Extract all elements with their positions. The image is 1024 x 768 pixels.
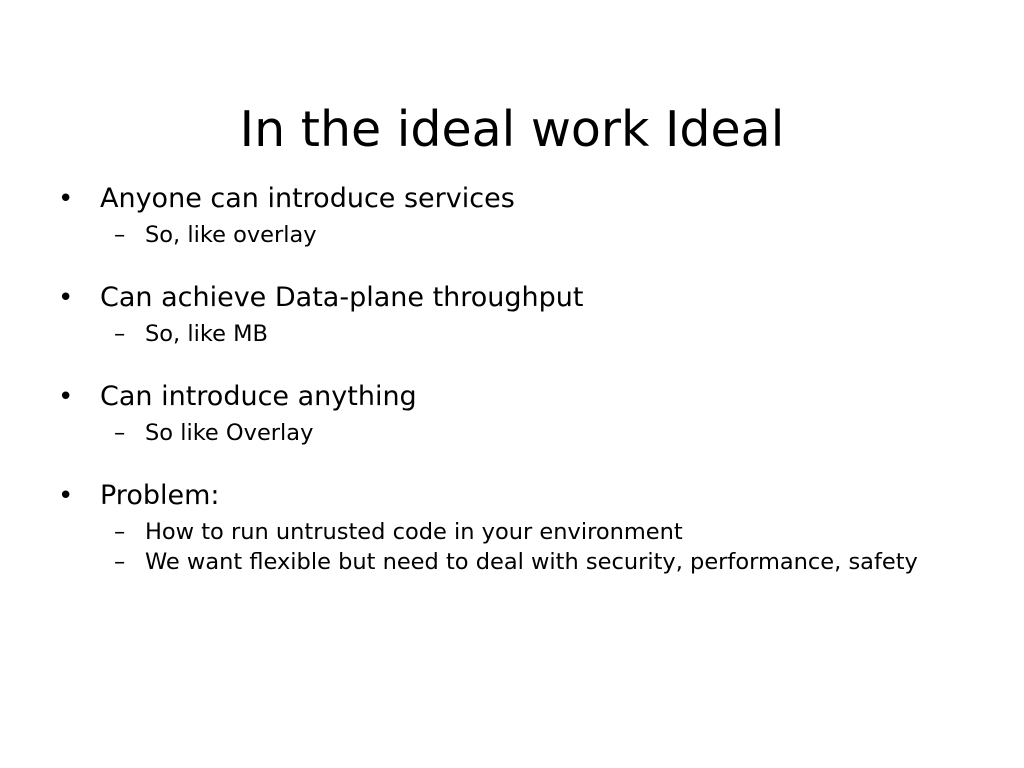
sub-bullet-marker: – <box>114 519 126 545</box>
sub-bullet-item <box>100 418 958 448</box>
bullet-marker: • <box>58 481 74 511</box>
sub-bullet-item <box>100 220 958 250</box>
sub-bullet-list <box>100 418 958 448</box>
sub-bullet-marker: – <box>114 222 126 248</box>
sub-bullet-text: So, like overlay <box>145 222 317 248</box>
bullet-item <box>58 178 958 250</box>
sub-bullet-marker: – <box>114 549 126 575</box>
sub-bullet-marker: – <box>114 420 126 446</box>
bullet-text: Anyone can introduce services <box>100 183 515 214</box>
sub-bullet-text: How to run untrusted code in your environment <box>145 519 683 545</box>
sub-bullet-item <box>100 517 958 547</box>
sub-bullet-item <box>100 547 958 577</box>
sub-bullet-list <box>100 517 958 577</box>
bullet-item <box>58 277 958 349</box>
sub-bullet-text: So like Overlay <box>145 420 314 446</box>
bullet-marker: • <box>58 382 74 412</box>
bullet-text: Problem: <box>100 480 220 511</box>
slide-title: In the ideal work Ideal <box>239 100 785 158</box>
sub-bullet-list <box>100 220 958 250</box>
sub-bullet-text: So, like MB <box>145 321 268 347</box>
bullet-item <box>58 376 958 448</box>
sub-bullet-list <box>100 319 958 349</box>
bullet-marker: • <box>58 184 74 214</box>
bullet-text: Can introduce anything <box>100 381 417 412</box>
sub-bullet-item <box>100 319 958 349</box>
sub-bullet-text: We want flexible but need to deal with security, performance, safety <box>145 549 918 575</box>
bullet-marker: • <box>58 283 74 313</box>
bullet-item <box>58 475 958 577</box>
bullet-text: Can achieve Data-plane throughput <box>100 282 584 313</box>
sub-bullet-marker: – <box>114 321 126 347</box>
bullet-list <box>58 178 958 604</box>
